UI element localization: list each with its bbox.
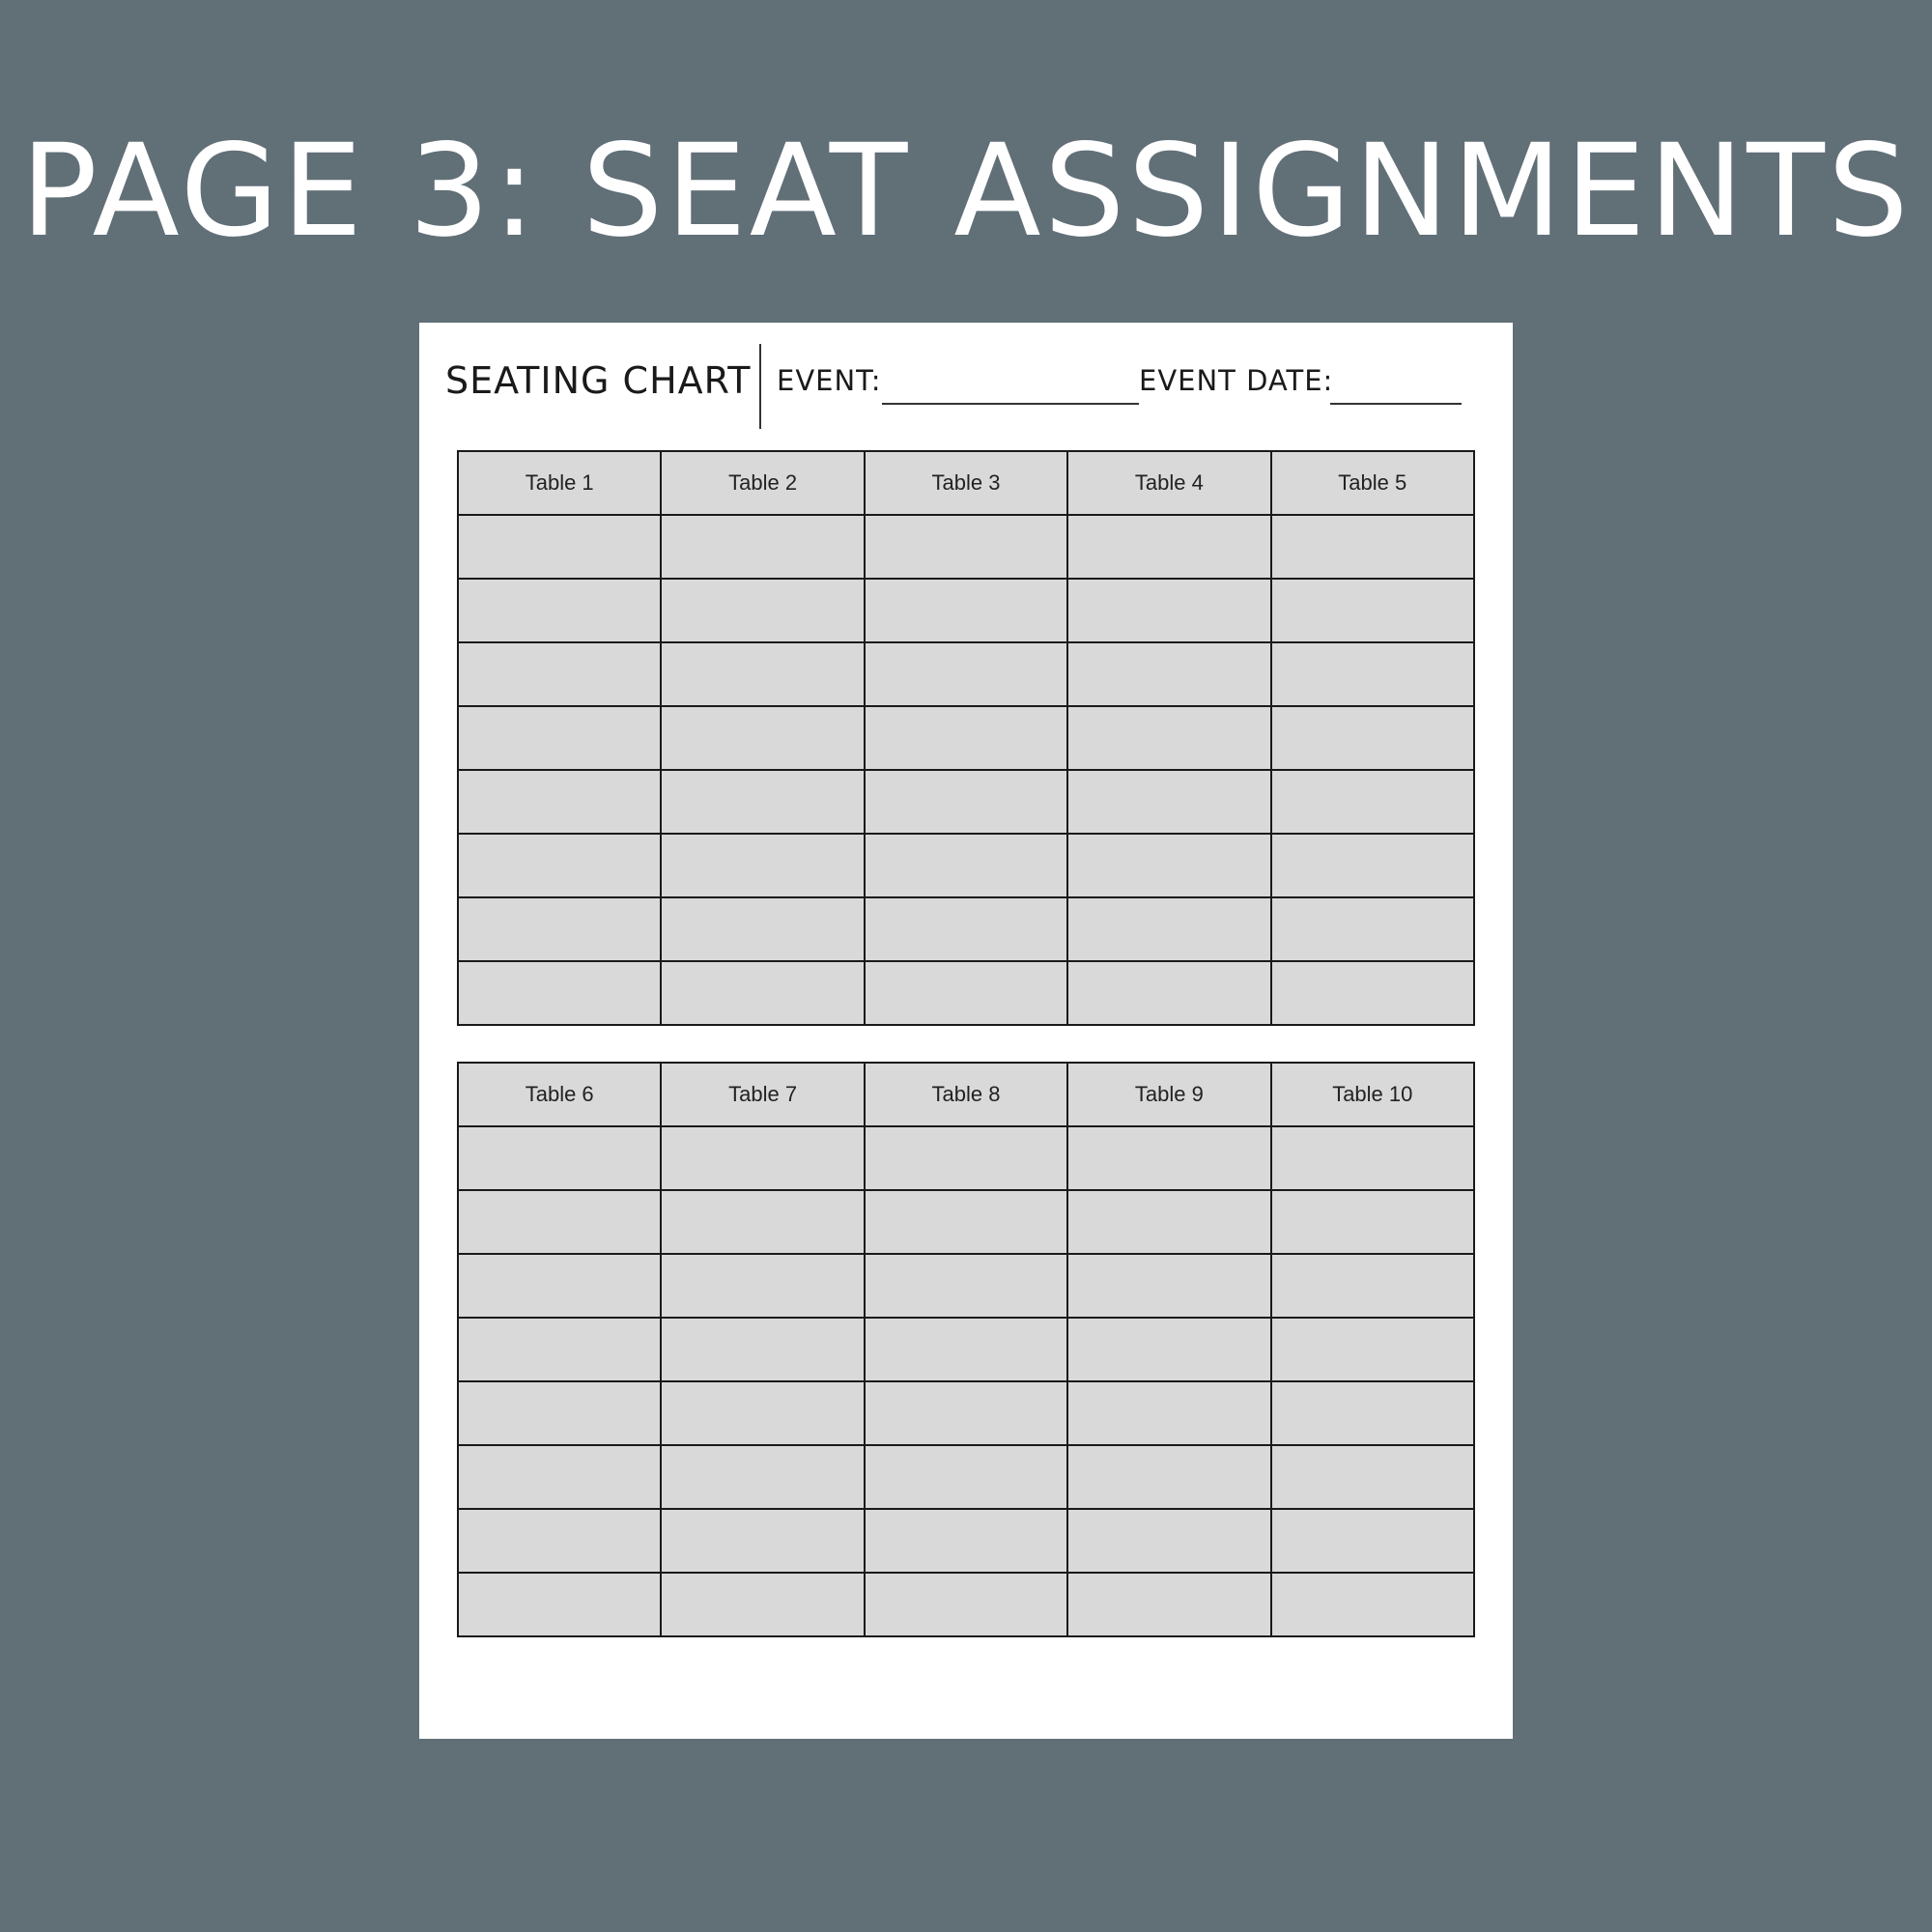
seat-cell[interactable] [661,642,864,706]
seat-row [458,770,1474,834]
seat-cell[interactable] [1067,1318,1270,1381]
seat-cell[interactable] [1067,897,1270,961]
seat-cell[interactable] [865,706,1067,770]
table-header: Table 3 [865,451,1067,515]
seat-row [458,1381,1474,1445]
sheet-header [419,323,1513,439]
seat-row [458,1254,1474,1318]
seat-row [458,1318,1474,1381]
seat-cell[interactable] [1067,1190,1270,1254]
seat-cell[interactable] [1271,897,1474,961]
page-banner-title: PAGE 3: SEAT ASSIGNMENTS [20,117,1912,266]
table-header: Table 4 [1067,451,1270,515]
seat-cell[interactable] [1271,770,1474,834]
seat-cell[interactable] [1271,961,1474,1025]
seat-cell[interactable] [1271,1254,1474,1318]
seat-cell[interactable] [1271,1126,1474,1190]
seat-cell[interactable] [1271,706,1474,770]
seat-cell[interactable] [458,1254,661,1318]
seat-cell[interactable] [661,1254,864,1318]
event-date-field[interactable] [1330,403,1462,405]
seat-cell[interactable] [1067,579,1270,642]
seat-cell[interactable] [661,770,864,834]
table-header-row [458,1063,1474,1126]
seat-cell[interactable] [458,897,661,961]
seat-cell[interactable] [661,1190,864,1254]
seat-cell[interactable] [865,1190,1067,1254]
seat-cell[interactable] [1067,706,1270,770]
seat-cell[interactable] [661,1509,864,1573]
table-header: Table 7 [661,1063,864,1126]
seat-cell[interactable] [661,1573,864,1636]
seat-cell[interactable] [661,1381,864,1445]
table-header: Table 5 [1271,451,1474,515]
table-header: Table 9 [1067,1063,1270,1126]
seat-cell[interactable] [458,1318,661,1381]
seat-cell[interactable] [458,961,661,1025]
table-header-row [458,451,1474,515]
seat-row [458,897,1474,961]
seat-cell[interactable] [661,897,864,961]
seat-row [458,642,1474,706]
seat-cell[interactable] [1067,642,1270,706]
seat-cell[interactable] [458,1381,661,1445]
seat-row [458,961,1474,1025]
seat-cell[interactable] [1271,1573,1474,1636]
seat-cell[interactable] [1067,1254,1270,1318]
event-date-label: EVENT DATE: [1139,364,1334,397]
seat-cell[interactable] [458,579,661,642]
seat-cell[interactable] [1067,961,1270,1025]
seat-cell[interactable] [458,834,661,897]
seat-cell[interactable] [458,1509,661,1573]
seat-row [458,515,1474,579]
seat-row [458,1190,1474,1254]
seat-cell[interactable] [865,961,1067,1025]
table-header: Table 1 [458,451,661,515]
seat-cell[interactable] [1067,1381,1270,1445]
seat-cell[interactable] [458,1126,661,1190]
seat-cell[interactable] [865,897,1067,961]
seat-cell[interactable] [458,770,661,834]
seat-cell[interactable] [458,1573,661,1636]
seat-row [458,1573,1474,1636]
seat-row [458,579,1474,642]
seat-cell[interactable] [1067,1509,1270,1573]
seat-cell[interactable] [661,1126,864,1190]
seat-cell[interactable] [1271,1445,1474,1509]
event-field[interactable] [882,403,1139,405]
seat-cell[interactable] [1271,1509,1474,1573]
seat-cell[interactable] [865,1445,1067,1509]
seat-cell[interactable] [1067,1445,1270,1509]
seat-cell[interactable] [865,1254,1067,1318]
seat-cell[interactable] [661,1318,864,1381]
sheet-title: SEATING CHART [445,359,752,402]
seat-cell[interactable] [1067,770,1270,834]
seat-cell[interactable] [1271,579,1474,642]
seat-row [458,1509,1474,1573]
seat-cell[interactable] [865,770,1067,834]
seat-cell[interactable] [1271,515,1474,579]
seat-row [458,706,1474,770]
seat-cell[interactable] [458,1190,661,1254]
seat-cell[interactable] [865,515,1067,579]
seat-cell[interactable] [1067,515,1270,579]
seat-cell[interactable] [865,1573,1067,1636]
seat-rows [458,1126,1474,1636]
seat-cell[interactable] [661,579,864,642]
seat-cell[interactable] [661,834,864,897]
seat-cell[interactable] [865,1318,1067,1381]
seat-row [458,1126,1474,1190]
seat-row [458,1445,1474,1509]
seat-cell[interactable] [865,1509,1067,1573]
table-header: Table 2 [661,451,864,515]
header-divider [759,344,761,429]
seating-grid-tables-6-10 [457,1062,1475,1637]
table-header: Table 10 [1271,1063,1474,1126]
seat-cell[interactable] [458,1445,661,1509]
seat-cell[interactable] [865,1126,1067,1190]
seat-cell[interactable] [865,834,1067,897]
seat-cell[interactable] [661,515,864,579]
seat-cell[interactable] [661,1445,864,1509]
seat-cell[interactable] [1271,1318,1474,1381]
seating-chart-sheet [419,323,1513,1739]
event-label: EVENT: [777,364,882,397]
seat-cell[interactable] [661,961,864,1025]
seat-cell[interactable] [458,515,661,579]
seat-rows [458,515,1474,1025]
seating-grid-tables-1-5 [457,450,1475,1026]
seat-cell[interactable] [1067,1126,1270,1190]
seat-cell[interactable] [661,706,864,770]
table-header: Table 6 [458,1063,661,1126]
seat-cell[interactable] [1067,834,1270,897]
seat-cell[interactable] [1271,642,1474,706]
table-header: Table 8 [865,1063,1067,1126]
seat-cell[interactable] [865,1381,1067,1445]
seat-cell[interactable] [1271,1190,1474,1254]
seat-cell[interactable] [865,579,1067,642]
seat-cell[interactable] [865,642,1067,706]
seat-cell[interactable] [1271,1381,1474,1445]
seat-row [458,834,1474,897]
seat-cell[interactable] [458,706,661,770]
seat-cell[interactable] [1271,834,1474,897]
seat-cell[interactable] [1067,1573,1270,1636]
seat-cell[interactable] [458,642,661,706]
